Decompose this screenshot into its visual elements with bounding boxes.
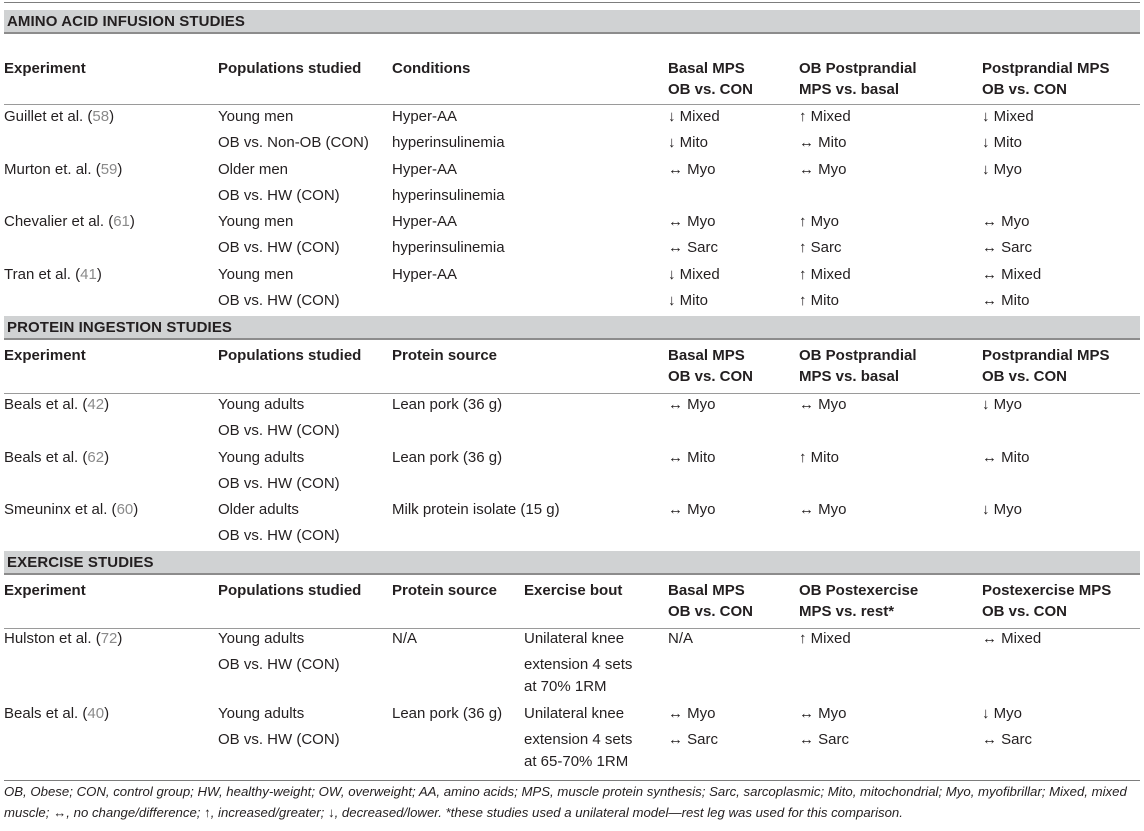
table-cell: ↔ Mito [982, 449, 1030, 466]
column-header: OB vs. CON [668, 81, 754, 98]
close-paren: ) [104, 396, 110, 413]
table-cell: ↔ Sarc [668, 731, 719, 748]
column-header: Experiment [4, 60, 86, 77]
table-cell: ↔ Myo [668, 396, 716, 413]
close-paren: ) [104, 705, 110, 722]
section-title: EXERCISE STUDIES [7, 554, 154, 571]
table-cell: Young adults [218, 449, 305, 466]
column-header: OB Postprandial [799, 60, 917, 77]
column-header: Experiment [4, 347, 86, 364]
close-paren: ) [133, 501, 139, 518]
table-cell: ↔ Sarc [799, 731, 850, 748]
column-header: Postprandial MPS [982, 347, 1110, 364]
reference-link[interactable]: 58 [92, 108, 110, 125]
header-rule [4, 393, 1140, 394]
top-rule [4, 2, 1140, 3]
reference-link[interactable]: 61 [113, 213, 130, 230]
table-cell: ↔ Mixed [982, 630, 1042, 647]
table-cell: ↑ Mixed [799, 630, 851, 647]
table-cell: ↓ Myo [982, 396, 1023, 413]
experiment-cell [4, 703, 109, 724]
table-cell: OB vs. HW (CON) [218, 239, 340, 256]
table-cell: OB vs. HW (CON) [218, 475, 340, 492]
table-cell: ↓ Myo [982, 501, 1023, 518]
table-cell: ↑ Mito [799, 449, 840, 466]
table-cell: Young men [218, 108, 294, 125]
table-cell: extension 4 sets [524, 656, 633, 673]
column-header: MPS vs. basal [799, 81, 900, 98]
table-cell: hyperinsulinemia [392, 239, 505, 256]
column-header: OB Postexercise [799, 582, 919, 599]
table-cell: ↔ Myo [668, 705, 716, 722]
table-cell: at 70% 1RM [524, 678, 607, 695]
table-cell: Lean pork (36 g) [392, 449, 503, 466]
table-cell: ↔ Myo [982, 213, 1030, 230]
table-cell: ↔ Mito [668, 449, 716, 466]
column-header: MPS vs. rest* [799, 603, 895, 620]
table-cell: ↑ Mixed [799, 108, 851, 125]
author: Murton et. al. ( [4, 161, 101, 178]
column-header: Basal MPS [668, 582, 745, 599]
table-cell: Milk protein isolate (15 g) [392, 501, 560, 518]
author: Chevalier et al. ( [4, 213, 114, 230]
column-header: Postprandial MPS [982, 60, 1110, 77]
table-cell: ↔ Myo [799, 396, 847, 413]
table-cell: OB vs. HW (CON) [218, 731, 340, 748]
reference-link[interactable]: 72 [100, 630, 118, 647]
reference-link[interactable]: 59 [100, 161, 118, 178]
close-paren: ) [129, 213, 135, 230]
table-cell: at 65-70% 1RM [524, 753, 629, 770]
author: Tran et al. ( [4, 266, 81, 283]
table-cell: extension 4 sets [524, 731, 633, 748]
column-header: OB vs. CON [668, 603, 754, 620]
author: Beals et al. ( [4, 449, 88, 466]
column-header: Populations studied [218, 582, 362, 599]
table-cell: ↔ Mito [982, 292, 1030, 309]
column-header: Populations studied [218, 347, 362, 364]
author: Beals et al. ( [4, 705, 88, 722]
column-header: Protein source [392, 347, 498, 364]
experiment-cell [4, 628, 122, 649]
column-header: Exercise bout [524, 582, 623, 599]
table-cell: ↔ Mixed [982, 266, 1042, 283]
table-cell: Hyper-AA [392, 266, 458, 283]
table-cell: ↔ Mito [799, 134, 847, 151]
table-cell: hyperinsulinemia [392, 134, 505, 151]
table-cell: hyperinsulinemia [392, 187, 505, 204]
reference-link[interactable]: 62 [87, 449, 105, 466]
table-cell: N/A [392, 630, 418, 647]
table-cell: OB vs. Non-OB (CON) [218, 134, 369, 151]
table-cell: OB vs. HW (CON) [218, 527, 340, 544]
author: Guillet et al. ( [4, 108, 93, 125]
table-cell: Unilateral knee [524, 705, 625, 722]
experiment-cell [4, 106, 114, 127]
table-cell: OB vs. HW (CON) [218, 187, 340, 204]
table-cell: Hyper-AA [392, 108, 458, 125]
table-cell: Lean pork (36 g) [392, 705, 503, 722]
section-header-bar [4, 10, 1140, 34]
table-cell: ↔ Myo [668, 161, 716, 178]
table-cell: ↑ Myo [799, 213, 840, 230]
table-cell: ↓ Mito [668, 292, 709, 309]
table-cell: ↓ Mixed [668, 108, 720, 125]
experiment-cell [4, 447, 109, 468]
table-cell: Hyper-AA [392, 213, 458, 230]
author: Smeuninx et al. ( [4, 501, 117, 518]
table-cell: ↓ Myo [982, 161, 1023, 178]
table-cell: ↓ Mixed [982, 108, 1034, 125]
table-cell: ↔ Myo [799, 501, 847, 518]
table-cell: ↔ Sarc [982, 239, 1033, 256]
table-cell: ↔ Myo [668, 501, 716, 518]
column-header: Experiment [4, 582, 86, 599]
close-paren: ) [117, 161, 123, 178]
close-paren: ) [117, 630, 123, 647]
column-header: Conditions [392, 60, 471, 77]
table-cell: ↓ Mito [668, 134, 709, 151]
table-cell: ↑ Mito [799, 292, 840, 309]
close-paren: ) [96, 266, 102, 283]
reference-link[interactable]: 41 [80, 266, 97, 283]
section-title: PROTEIN INGESTION STUDIES [7, 319, 233, 336]
close-paren: ) [109, 108, 115, 125]
column-header: Basal MPS [668, 60, 745, 77]
reference-link[interactable]: 60 [116, 501, 134, 518]
reference-link[interactable]: 40 [87, 705, 105, 722]
column-header: MPS vs. basal [799, 368, 900, 385]
section-header-bar [4, 551, 1140, 575]
table-cell: N/A [668, 630, 694, 647]
experiment-cell [4, 394, 109, 415]
table-cell: Lean pork (36 g) [392, 396, 503, 413]
table-cell: ↑ Sarc [799, 239, 842, 256]
reference-link[interactable]: 42 [87, 396, 105, 413]
header-rule [4, 104, 1140, 105]
table-cell: OB vs. HW (CON) [218, 422, 340, 439]
column-header: OB vs. CON [982, 81, 1068, 98]
column-header: OB Postprandial [799, 347, 917, 364]
column-header: OB vs. CON [982, 368, 1068, 385]
table-cell: Unilateral knee [524, 630, 625, 647]
column-header: Populations studied [218, 60, 362, 77]
table-cell: Older adults [218, 501, 299, 518]
table-cell: ↔ Sarc [982, 731, 1033, 748]
table-cell: ↔ Sarc [668, 239, 719, 256]
experiment-cell [4, 159, 122, 180]
table-cell: ↓ Mito [982, 134, 1023, 151]
table-cell: ↔ Myo [799, 161, 847, 178]
table-cell: Older men [218, 161, 289, 178]
experiment-cell [4, 211, 135, 232]
table-cell: OB vs. HW (CON) [218, 656, 340, 673]
author: Beals et al. ( [4, 396, 88, 413]
table-cell: ↓ Myo [982, 705, 1023, 722]
table-cell: ↑ Mixed [799, 266, 851, 283]
column-header: Basal MPS [668, 347, 745, 364]
table-footnote: OB, Obese; CON, control group; HW, healthy-weight; OW, overweight; AA, amino acids; MPS, muscle protein synthesis; Sarc, sarcoplasmic; Mito, mitochondrial; Myo, myofibrillar; Mixed, mixed muscle; ↔, no change/difference; ↑, increased/greater; ↓, decreased/lower. *these studies used a unilateral model—rest leg was used for this comparison. [4, 784, 1127, 820]
column-header: Postexercise MPS [982, 582, 1112, 599]
table-cell: Young men [218, 213, 294, 230]
column-header: OB vs. CON [982, 603, 1068, 620]
table-cell: Young men [218, 266, 294, 283]
author: Hulston et al. ( [4, 630, 101, 647]
table-cell: Hyper-AA [392, 161, 458, 178]
section-header-bar [4, 316, 1140, 340]
column-header: Protein source [392, 582, 498, 599]
column-header: OB vs. CON [668, 368, 754, 385]
table-cell: Young adults [218, 630, 305, 647]
experiment-cell [4, 264, 102, 285]
table-cell: ↔ Myo [668, 213, 716, 230]
table-cell: ↔ Myo [799, 705, 847, 722]
table-cell: Young adults [218, 396, 305, 413]
experiment-cell [4, 499, 138, 520]
table-cell: ↓ Mixed [668, 266, 720, 283]
table-cell: OB vs. HW (CON) [218, 292, 340, 309]
table-cell: Young adults [218, 705, 305, 722]
close-paren: ) [104, 449, 110, 466]
section-title: AMINO ACID INFUSION STUDIES [7, 13, 245, 30]
